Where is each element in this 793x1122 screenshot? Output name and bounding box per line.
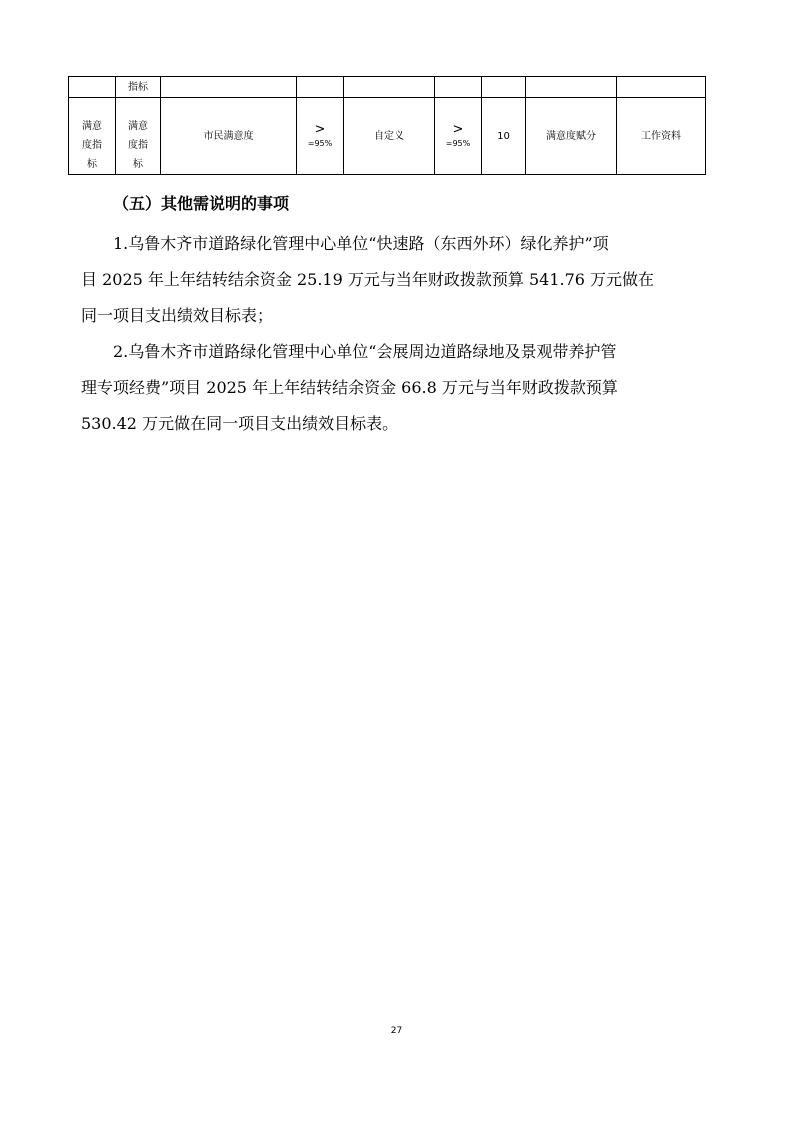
operator-symbol: > — [314, 122, 326, 137]
indicator-name-cell: 市民满意度 — [161, 98, 297, 175]
table-cell — [435, 77, 482, 98]
table-cell — [344, 77, 435, 98]
scoring-method-cell: 满意度赋分 — [526, 98, 617, 175]
standard-value-text: =95% — [445, 139, 471, 148]
unit-cell: 自定义 — [344, 98, 435, 175]
table-cell: 指标 — [116, 77, 161, 98]
basis-cell: 工作资料 — [617, 98, 706, 175]
table-cell — [69, 77, 116, 98]
section-heading: （五）其他需说明的事项 — [113, 194, 290, 213]
target-value-text: =95% — [307, 139, 333, 148]
paragraph: 2.乌鲁木齐市道路绿化管理中心单位“会展周边道路绿地及景观带养护管 理专项经费”项目 2025 年上年结转结余资金 66.8 万元与当年财政拨款预算 530.42 万元做在同一项目支出绩效目标表。 — [81, 342, 618, 433]
level2-indicator-cell — [116, 98, 161, 175]
table-cell — [297, 77, 344, 98]
table-row — [69, 98, 706, 175]
paragraph: 1.乌鲁木齐市道路绿化管理中心单位“快速路（东西外环）绿化养护”项 目 2025 年上年结转结余资金 25.19 万元与当年财政拨款预算 541.76 万元做在 同一项目支出绩效目标表； — [81, 234, 655, 325]
level1-indicator-cell — [69, 98, 116, 175]
table-cell — [161, 77, 297, 98]
level2-indicator-text: 满意 度指 标 — [128, 121, 148, 170]
table-cell — [526, 77, 617, 98]
target-value-cell — [297, 98, 344, 175]
table-cell — [482, 77, 526, 98]
performance-indicator-table — [68, 76, 706, 175]
weight-cell: 10 — [482, 98, 526, 175]
operator-symbol: > — [452, 122, 464, 137]
page-number: 27 — [390, 1026, 403, 1036]
table-row — [69, 77, 706, 98]
table-cell — [617, 77, 706, 98]
standard-value-cell — [435, 98, 482, 175]
level1-indicator-text: 满意 度指 标 — [82, 121, 102, 170]
